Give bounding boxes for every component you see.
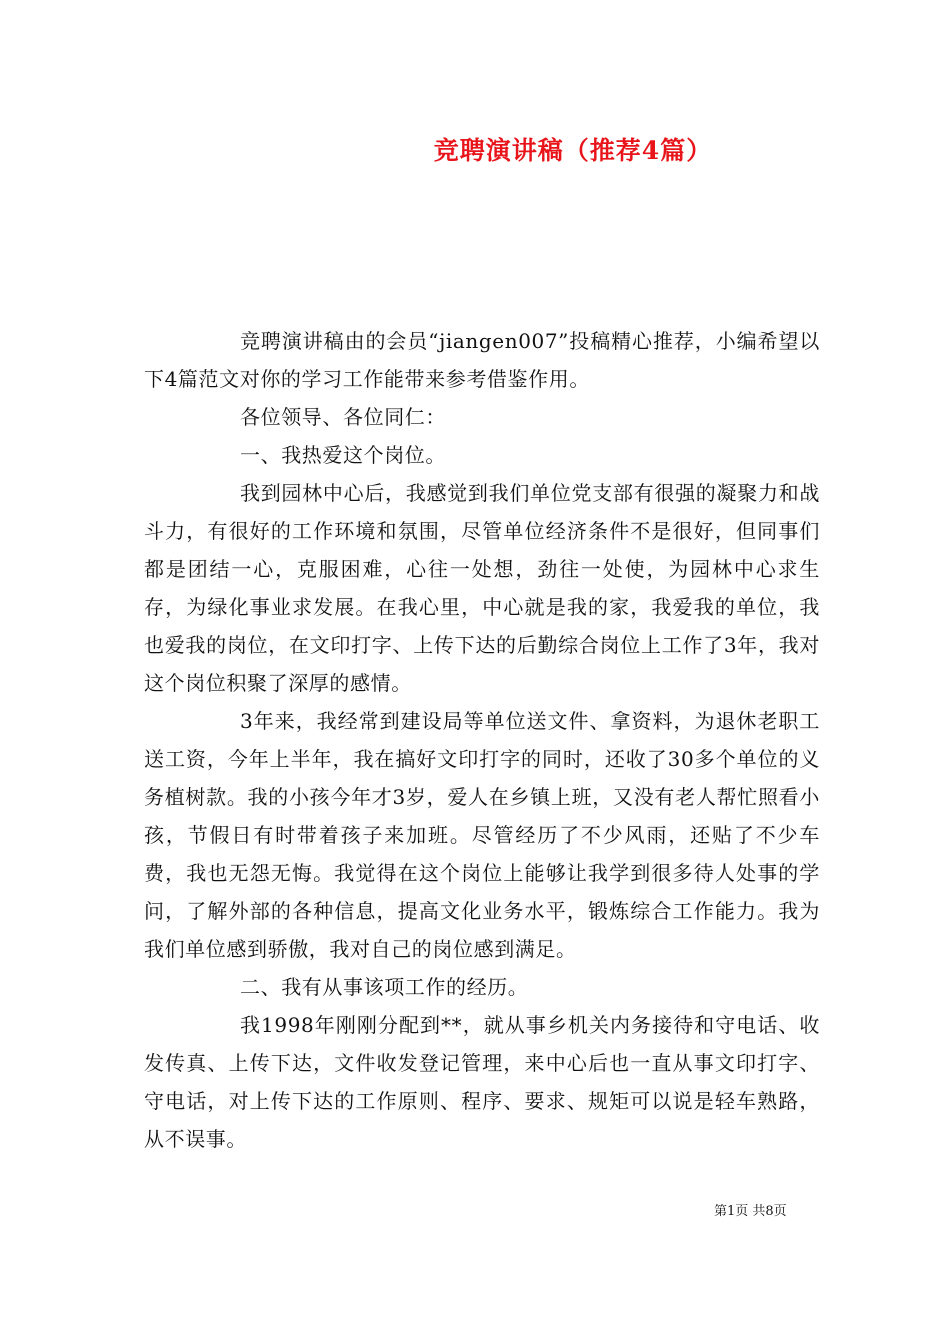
paragraph-section-heading-2: 二、我有从事该项工作的经历。: [240, 975, 529, 999]
page-number-footer: 第1页 共8页: [714, 1204, 787, 1219]
paragraph-body-1: 我到园林中心后，我感觉到我们单位党支部有很强的凝聚力和战斗力，有很好的工作环境和氛围，尽管单位经济条件不是很好，但同事们都是团结一心，克服困难，心往一处想，劲往一处使，为园林中心求生存，为绿化事业求发展。在我心里，中心就是我的家，我爱我的单位，我也爱我的岗位，在文印打字、上传下达的后勤综合岗位上工作了3年，我对这个岗位积聚了深厚的感情。: [144, 481, 820, 695]
paragraph-salutation: 各位领导、各位同仁：: [240, 405, 446, 429]
paragraph-section-heading-1: 一、我热爱这个岗位。: [240, 443, 446, 467]
paragraph-body-2: 3年来，我经常到建设局等单位送文件、拿资料，为退休老职工送工资，今年上半年，我在搞好文印打字的同时，还收了30多个单位的义务植树款。我的小孩今年才3岁，爱人在乡镇上班，又没有老人帮忙照看小孩，节假日有时带着孩子来加班。尽管经历了不少风雨，还贴了不少车费，我也无怨无悔。我觉得在这个岗位上能够让我学到很多待人处事的学问，了解外部的各种信息，提高文化业务水平，锻炼综合工作能力。我为我们单位感到骄傲，我对自己的岗位感到满足。: [144, 709, 820, 961]
document-body: [144, 322, 820, 1158]
paragraph-intro: 竞聘演讲稿由的会员“jiangen007”投稿精心推荐，小编希望以下4篇范文对你的学习工作能带来参考借鉴作用。: [144, 329, 820, 391]
paragraph-body-3: 我1998年刚刚分配到**，就从事乡机关内务接待和守电话、收发传真、上传下达，文件收发登记管理，来中心后也一直从事文印打字、守电话，对上传下达的工作原则、程序、要求、规矩可以说是轻车熟路，从不误事。: [144, 1013, 820, 1151]
document-title-text: 竞聘演讲稿（推荐4篇）: [433, 136, 713, 165]
document-title: [0, 136, 950, 166]
